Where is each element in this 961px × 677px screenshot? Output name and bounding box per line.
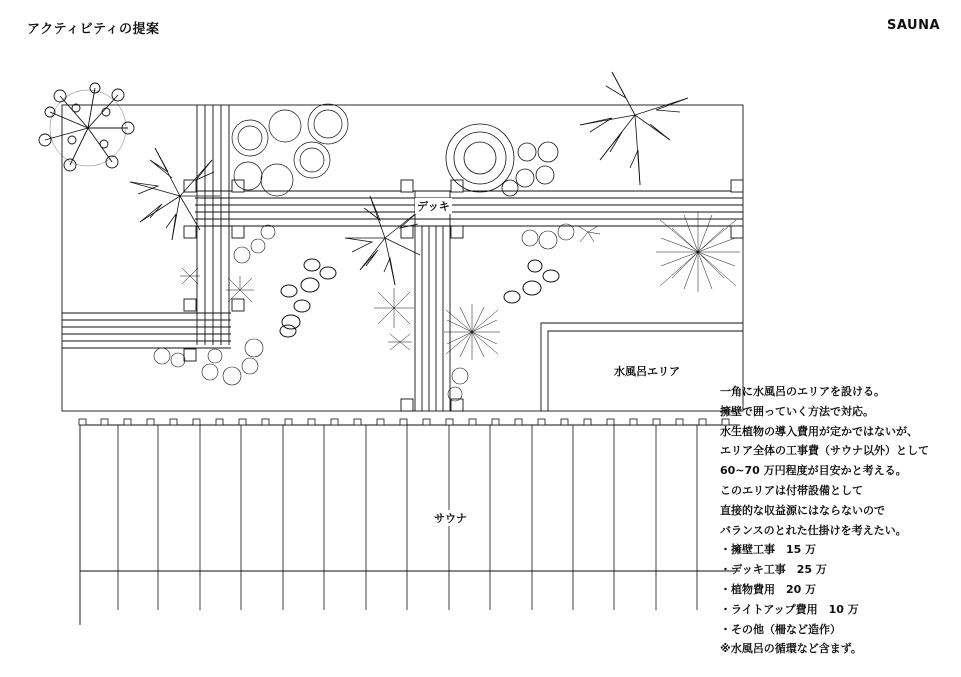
note-line: 直接的な収益源にはならないので: [720, 503, 885, 517]
sauna-fence-caps: [79, 419, 729, 425]
spiky-plant-small: [180, 226, 600, 350]
spiky-plant-center: [444, 304, 500, 360]
vegetation: [39, 72, 740, 401]
note-line: このエリアは付帯設備として: [720, 483, 863, 497]
sauna-label: サウナ: [434, 512, 467, 525]
shrub-small-row: [154, 224, 574, 401]
cost-item: ・デッキ工事 25 万: [720, 563, 827, 577]
cold-bath-area-label: 水風呂エリア: [614, 365, 680, 378]
note-line: 水生植物の導入費用が定かではないが、: [720, 424, 918, 438]
note-line: 60~70 万円程度が目安かと考える。: [720, 464, 907, 478]
cost-item: ・植物費用 20 万: [720, 582, 817, 596]
page-title: アクティビティの提案: [27, 22, 160, 37]
cost-item: ・擁壁工事 15 万: [720, 543, 817, 557]
note-line: 一角に水風呂のエリアを設ける。: [720, 385, 885, 398]
proposal-notes: [720, 382, 956, 659]
shrub-cluster-top: [232, 104, 348, 196]
stepping-stones: [280, 259, 559, 337]
cost-item: ・その他（柵など造作）: [720, 622, 841, 636]
deck-vertical-left: [197, 105, 229, 345]
note-line: 擁壁で囲っていく方法で対応。: [720, 404, 874, 418]
note-line: バランスのとれた仕掛けを考えたい。: [720, 523, 907, 537]
tree-top-left: [39, 83, 134, 171]
note-footnote: ※水風呂の循環など含まず。: [720, 642, 862, 656]
deck-lower-left: [62, 313, 231, 348]
note-line: エリア全体の工事費（サウナ以外）として: [720, 444, 929, 458]
palm-center: [345, 196, 420, 285]
deck-label: デッキ: [417, 200, 450, 213]
deck-vertical-center: [415, 191, 450, 411]
sauna-building: [80, 425, 740, 625]
spiky-plant-right: [656, 212, 740, 292]
palm-top-right: [580, 72, 688, 185]
section-tag: SAUNA: [887, 18, 941, 33]
cost-item: ・ライトアップ費用 10 万: [720, 602, 859, 616]
